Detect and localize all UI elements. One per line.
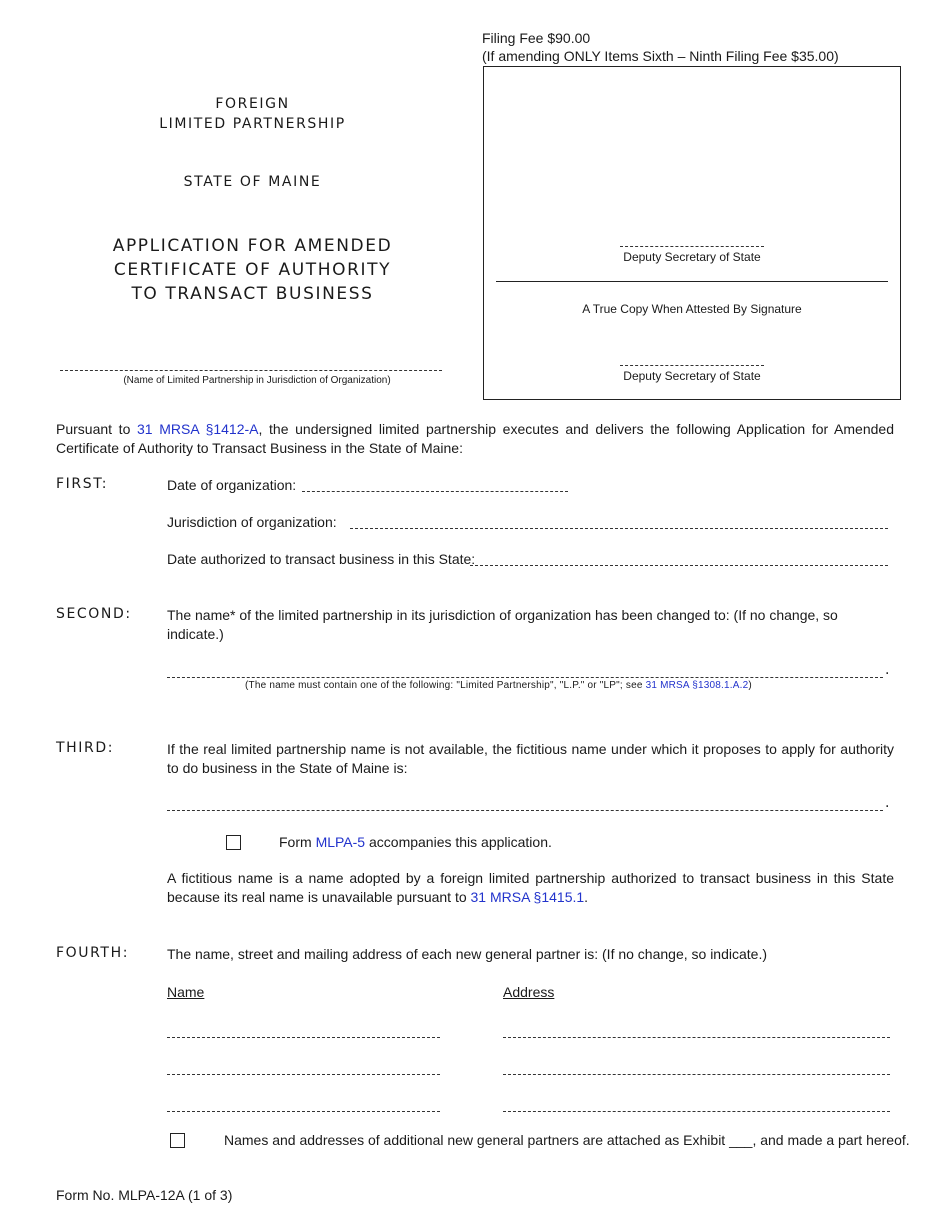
form-type-line1: FOREIGN (215, 96, 290, 112)
mlpa5-checkbox[interactable] (226, 835, 241, 850)
fictitious-name-definition (167, 869, 894, 907)
filing-box (483, 66, 901, 400)
title-line2: CERTIFICATE OF AUTHORITY (113, 260, 392, 280)
exhibit-statement: Names and addresses of additional new general partners are attached as Exhibit ___, and made a part hereof. (224, 1132, 910, 1148)
deputy-label-2: Deputy Secretary of State (623, 369, 761, 383)
name-column-header: Name (167, 984, 205, 1000)
intro-prefix: Pursuant to (56, 421, 138, 437)
form-type-line2: LIMITED PARTNERSHIP (159, 116, 346, 132)
form-mlpa5-link[interactable]: MLPA-5 (315, 834, 366, 850)
fictitious-suffix: . (584, 889, 589, 905)
mlpa5-statement (279, 833, 552, 852)
fictitious-prefix: A fictitious name is a name adopted by a foreign limited partnership authorized to transact business in this State because its real name is unavailable pursuant to (167, 870, 894, 905)
date-of-organization-field[interactable] (302, 491, 568, 492)
third-label: THIRD: (56, 740, 115, 756)
fictitious-name-period: . (885, 795, 890, 811)
deputy-signature-line-2 (620, 365, 764, 366)
partnership-name-caption: (Name of Limited Partnership in Jurisdiction of Organization) (123, 375, 391, 386)
intro-suffix: , the undersigned limited partnership executes and delivers the following Application for Amended Certificate of Authority to Transact Business in the State of Maine: (56, 421, 894, 456)
fourth-text: The name, street and mailing address of each new general partner is: (If no change, so indicate.) (167, 946, 768, 962)
form-number: Form No. MLPA-12A (1 of 3) (56, 1187, 233, 1203)
partner-address-field-3[interactable] (503, 1111, 890, 1112)
fictitious-name-field[interactable] (167, 810, 883, 811)
deputy-signature-line-1 (620, 246, 764, 247)
title-line1: APPLICATION FOR AMENDED (112, 236, 393, 256)
deputy-label-1: Deputy Secretary of State (623, 250, 761, 264)
new-name-period: . (885, 662, 890, 678)
name-requirement-note (245, 680, 752, 691)
filing-fee: Filing Fee $90.00 (482, 30, 591, 46)
address-column-header: Address (503, 984, 555, 1000)
first-label: FIRST: (56, 476, 109, 492)
note-suffix: ) (748, 680, 752, 691)
exhibit-checkbox[interactable] (170, 1133, 185, 1148)
date-authorized-field[interactable] (470, 565, 888, 566)
fourth-label: FOURTH: (56, 945, 130, 961)
true-copy-label: A True Copy When Attested By Signature (582, 302, 802, 316)
state-name: STATE OF MAINE (183, 174, 322, 190)
statute-link-1412a[interactable]: 31 MRSA §1412-A (137, 421, 259, 437)
second-text: The name* of the limited partnership in its jurisdiction of organization has been changed to: (If no change, so indicate.) (167, 607, 838, 642)
partner-name-field-1[interactable] (167, 1037, 440, 1038)
second-label: SECOND: (56, 606, 132, 622)
form-type (60, 94, 445, 134)
date-authorized-label: Date authorized to transact business in this State: (167, 551, 476, 567)
box-divider (496, 281, 888, 282)
mlpa5-suffix: accompanies this application. (365, 834, 552, 850)
partner-name-field-3[interactable] (167, 1111, 440, 1112)
mlpa5-prefix: Form (279, 834, 316, 850)
note-prefix: (The name must contain one of the following: "Limited Partnership", "L.P." or "LP"; see (245, 680, 646, 691)
partnership-name-field[interactable] (60, 370, 442, 371)
jurisdiction-label: Jurisdiction of organization: (167, 514, 337, 530)
filing-fee-note: (If amending ONLY Items Sixth – Ninth Filing Fee $35.00) (482, 48, 839, 64)
new-name-field[interactable] (167, 677, 883, 678)
filing-fee-block (482, 29, 839, 65)
partner-name-field-2[interactable] (167, 1074, 440, 1075)
title-line3: TO TRANSACT BUSINESS (131, 284, 374, 304)
date-of-organization-label: Date of organization: (167, 477, 297, 493)
page-title (60, 234, 445, 306)
third-text: If the real limited partnership name is not available, the fictitious name under which it proposes to apply for authority to do business in the State of Maine is: (167, 741, 894, 776)
intro-paragraph (56, 420, 894, 458)
jurisdiction-field[interactable] (350, 528, 888, 529)
partner-address-field-2[interactable] (503, 1074, 890, 1075)
statute-link-1308[interactable]: 31 MRSA §1308.1.A.2 (645, 680, 749, 691)
partner-address-field-1[interactable] (503, 1037, 890, 1038)
statute-link-1415[interactable]: 31 MRSA §1415.1 (470, 889, 585, 905)
